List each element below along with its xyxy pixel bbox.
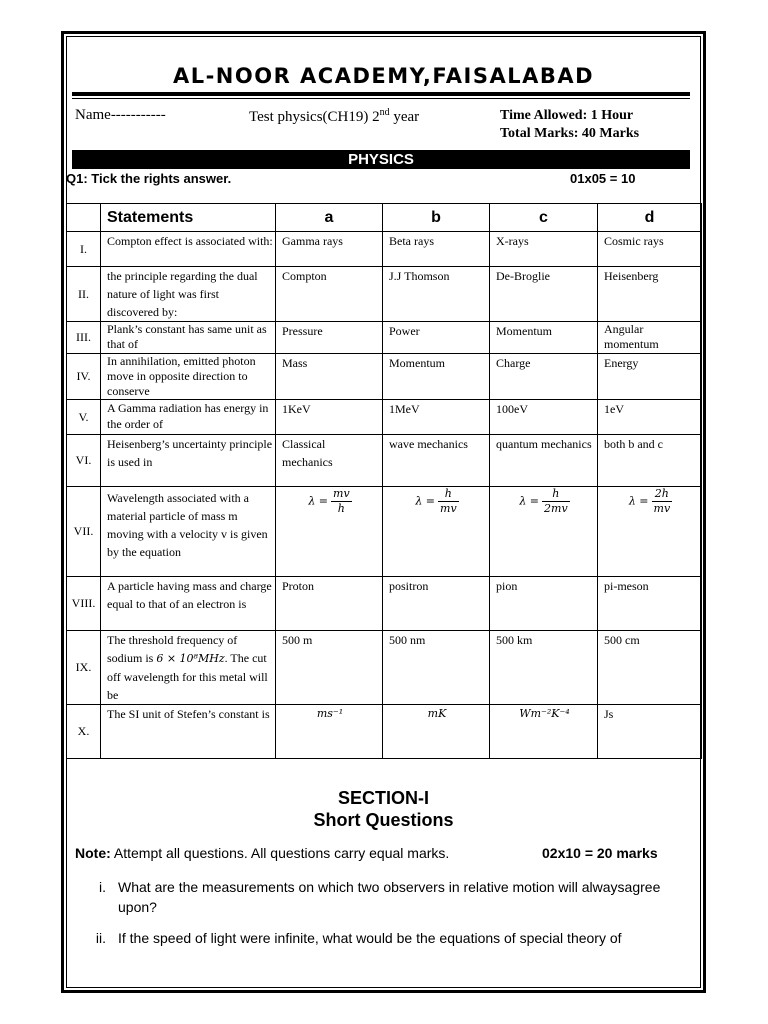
option-c[interactable]: 500 km xyxy=(490,631,598,705)
statement: Plank’s constant has same unit as that of xyxy=(101,322,276,354)
option-a[interactable] xyxy=(276,487,383,577)
numerator: 2h xyxy=(652,487,673,502)
mcq-table xyxy=(66,203,702,759)
row-number: I. xyxy=(67,232,101,267)
name-field: Name----------- xyxy=(75,107,166,123)
note-text: Attempt all questions. All questions carry equal marks. xyxy=(110,845,450,861)
table-header-row xyxy=(67,204,702,232)
statement: Heisenberg’s uncertainty principle is used in xyxy=(101,435,276,487)
option-b[interactable] xyxy=(383,487,490,577)
section-note xyxy=(75,845,449,861)
fraction xyxy=(542,487,570,516)
test-suffix: year xyxy=(389,109,420,125)
option-c[interactable]: Charge xyxy=(490,354,598,400)
table-row xyxy=(67,435,702,487)
option-b[interactable]: Momentum xyxy=(383,354,490,400)
table-row xyxy=(67,577,702,631)
table-row xyxy=(67,267,702,322)
row-number: VII. xyxy=(67,487,101,577)
question-number: i. xyxy=(99,879,106,895)
option-d[interactable]: 500 cm xyxy=(598,631,702,705)
question-text: If the speed of light were infinite, what would be the equations of special theory of xyxy=(118,930,622,946)
table-row xyxy=(67,631,702,705)
option-a[interactable]: ms⁻¹ xyxy=(276,705,383,759)
numerator: mv xyxy=(333,487,350,500)
row-number: IX. xyxy=(67,631,101,705)
test-info xyxy=(249,107,419,126)
statement: A Gamma radiation has energy in the order of xyxy=(101,400,276,435)
statement: A particle having mass and charge equal to that of an electron is xyxy=(101,577,276,631)
question-number: ii. xyxy=(95,930,106,946)
option-c[interactable] xyxy=(490,487,598,577)
option-d[interactable]: 1eV xyxy=(598,400,702,435)
option-d[interactable]: Angular momentum xyxy=(598,322,702,354)
fraction xyxy=(652,487,673,516)
lambda-lhs: λ = xyxy=(519,494,540,508)
option-c[interactable]: Momentum xyxy=(490,322,598,354)
denominator: h xyxy=(337,502,345,515)
denominator: mv xyxy=(653,502,671,515)
lambda-lhs: λ = xyxy=(628,494,649,508)
option-b[interactable]: positron xyxy=(383,577,490,631)
section-marks: 02x10 = 20 marks xyxy=(542,845,658,861)
table-row xyxy=(67,705,702,759)
option-b[interactable]: mK xyxy=(383,705,490,759)
frequency-value: 6 × 10⁸MHz xyxy=(156,652,225,665)
option-c[interactable]: quantum mechanics xyxy=(490,435,598,487)
header-num xyxy=(67,204,101,232)
q1-label: Q1: Tick the rights answer. xyxy=(66,171,232,186)
header-d: d xyxy=(598,204,702,232)
row-number: III. xyxy=(67,322,101,354)
option-d[interactable]: pi-meson xyxy=(598,577,702,631)
table-row xyxy=(67,400,702,435)
numerator: h xyxy=(542,487,570,502)
numerator: h xyxy=(438,487,459,502)
option-a[interactable]: Compton xyxy=(276,267,383,322)
option-d[interactable]: Heisenberg xyxy=(598,267,702,322)
option-b[interactable]: 1MeV xyxy=(383,400,490,435)
row-number: VIII. xyxy=(67,577,101,631)
option-c[interactable]: pion xyxy=(490,577,598,631)
option-b[interactable]: Power xyxy=(383,322,490,354)
row-number: V. xyxy=(67,400,101,435)
statement: the principle regarding the dual nature of light was first discovered by: xyxy=(101,267,276,322)
section-subtitle: Short Questions xyxy=(313,810,454,830)
fraction xyxy=(331,487,352,516)
row-number: II. xyxy=(67,267,101,322)
row-number: VI. xyxy=(67,435,101,487)
statement: Wavelength associated with a material particle of mass m moving with a velocity v is given by the equation xyxy=(101,487,276,577)
option-a[interactable]: 1KeV xyxy=(276,400,383,435)
option-d[interactable]: Js xyxy=(598,705,702,759)
option-b[interactable]: wave mechanics xyxy=(383,435,490,487)
statement: In annihilation, emitted photon move in opposite direction to conserve xyxy=(101,354,276,400)
table-row xyxy=(67,232,702,267)
lambda-lhs: λ = xyxy=(308,494,329,508)
option-d[interactable]: Energy xyxy=(598,354,702,400)
option-b[interactable]: J.J Thomson xyxy=(383,267,490,322)
lambda-lhs: λ = xyxy=(415,494,436,508)
section-title: SECTION-I xyxy=(337,788,429,808)
denominator: mv xyxy=(440,502,457,515)
option-c[interactable]: Wm⁻²K⁻⁴ xyxy=(490,705,598,759)
table-row xyxy=(67,322,702,354)
header-statements: Statements xyxy=(101,204,276,232)
denominator: 2mv xyxy=(544,502,568,515)
option-b[interactable]: Beta rays xyxy=(383,232,490,267)
option-d[interactable] xyxy=(598,487,702,577)
table-row xyxy=(67,354,702,400)
test-sup: nd xyxy=(379,107,390,118)
option-d[interactable]: Cosmic rays xyxy=(598,232,702,267)
fraction xyxy=(438,487,459,516)
option-c[interactable]: De-Broglie xyxy=(490,267,598,322)
table-row xyxy=(67,487,702,577)
total-marks: Total Marks: 40 Marks xyxy=(500,126,640,141)
subject-bar: PHYSICS xyxy=(72,150,690,169)
option-c[interactable]: X-rays xyxy=(490,232,598,267)
option-a[interactable]: Classical mechanics xyxy=(276,435,383,487)
option-a[interactable]: Proton xyxy=(276,577,383,631)
option-a[interactable]: Pressure xyxy=(276,322,383,354)
time-allowed: Time Allowed: 1 Hour xyxy=(500,108,634,123)
option-d[interactable]: both b and c xyxy=(598,435,702,487)
option-c[interactable]: 100eV xyxy=(490,400,598,435)
test-prefix: Test physics(CH19) 2 xyxy=(249,109,380,125)
option-a[interactable]: Gamma rays xyxy=(276,232,383,267)
option-a[interactable]: Mass xyxy=(276,354,383,400)
option-a[interactable]: 500 m xyxy=(276,631,383,705)
note-label: Note: xyxy=(75,845,111,861)
row-number: IV. xyxy=(67,354,101,400)
row-number: X. xyxy=(67,705,101,759)
q1-marks: 01x05 = 10 xyxy=(570,171,636,186)
header-a: a xyxy=(276,204,383,232)
statement xyxy=(101,631,276,705)
statement: Compton effect is associated with: xyxy=(101,232,276,267)
statement-text: The threshold frequency of sodium is xyxy=(107,633,238,665)
header-b: b xyxy=(383,204,490,232)
header-c: c xyxy=(490,204,598,232)
option-b[interactable]: 500 nm xyxy=(383,631,490,705)
statement-text-cont: . The cut off wavelength for this metal will be xyxy=(107,651,268,702)
question-text: What are the measurements on which two observers in relative motion will alwaysagree upon? xyxy=(118,879,661,915)
academy-title: AL-NOOR ACADEMY,FAISALABAD xyxy=(172,64,595,88)
title-rule-thin xyxy=(72,98,690,99)
title-rule-thick xyxy=(72,92,690,96)
statement: The SI unit of Stefen’s constant is xyxy=(101,705,276,759)
